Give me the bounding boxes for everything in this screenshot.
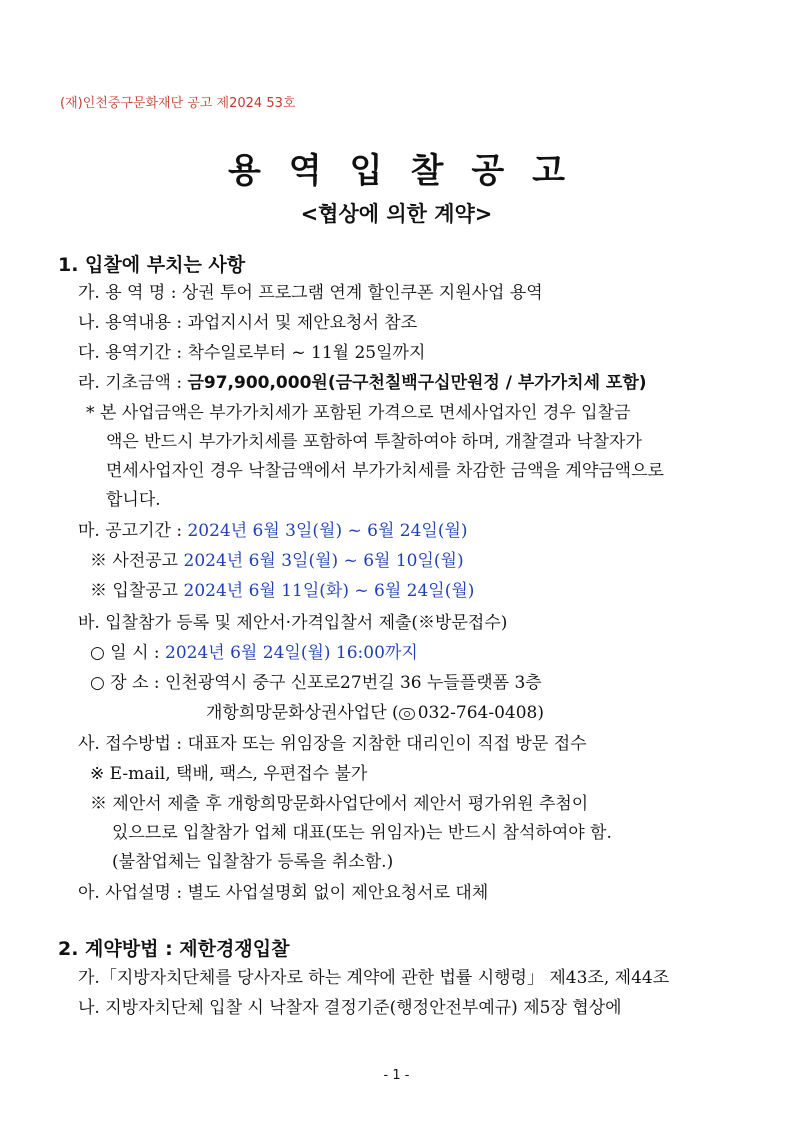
page-title: 용역입찰공고 — [227, 151, 594, 191]
bid-notice — [90, 579, 474, 603]
method-note-1: ※ E-mail, 택배, 팩스, 우편접수 불가 — [90, 764, 368, 784]
service-name-label: 가. 용 역 명 : — [78, 283, 182, 303]
registration-heading: 바. 입찰참가 등록 및 제안서·가격입찰서 제출(※방문접수) — [78, 613, 508, 633]
notice-period-label: 마. 공고기간 : — [78, 521, 188, 541]
service-period-label: 다. 용역기간 : — [78, 343, 188, 363]
notice-number: (재)인천중구문화재단 공고 제2024 53호 — [60, 96, 296, 111]
submission-org — [206, 701, 544, 725]
notice-period — [78, 519, 468, 543]
service-content-label: 나. 용역내용 : — [78, 313, 188, 333]
service-content — [78, 311, 417, 335]
bid-notice-label: ※ 입찰공고 — [90, 581, 184, 601]
base-amount — [78, 371, 647, 395]
submission-datetime — [90, 641, 418, 665]
pre-notice-label: ※ 사전공고 — [90, 551, 184, 571]
section-2-heading: 2. 계약방법 : 제한경쟁입찰 — [58, 938, 290, 960]
section-1-heading: 1. 입찰에 부치는 사항 — [58, 254, 246, 276]
submission-datetime-label: ○ 일 시 : — [90, 643, 166, 663]
method-note-2-line-3: (불참업체는 입찰참가 등록을 취소함.) — [112, 852, 394, 872]
phone-icon — [399, 708, 415, 720]
service-content-value: 과업지시서 및 제안요청서 참조 — [187, 313, 418, 333]
submission-place-label: ○ 장 소 : — [90, 673, 166, 693]
base-amount-value: 금97,900,000원(금구천칠백구십만원정 / 부가가치세 포함) — [187, 373, 647, 393]
submission-phone: 032-764-0408) — [417, 703, 544, 723]
project-briefing: 아. 사업설명 : 별도 사업설명회 없이 제안요청서로 대체 — [78, 883, 489, 903]
submission-place — [90, 671, 542, 695]
submission-place-value: 인천광역시 중구 신포로27번길 36 누들플랫폼 3층 — [165, 673, 542, 693]
service-name-value: 상권 투어 프로그램 연계 할인쿠폰 지원사업 용역 — [181, 283, 543, 303]
submission-method: 사. 접수방법 : 대표자 또는 위임장을 지참한 대리인이 직접 방문 접수 — [78, 734, 587, 754]
service-period-value: 착수일로부터 ~ 11월 25일까지 — [187, 343, 426, 363]
service-period — [78, 341, 425, 365]
page-subtitle: <협상에 의한 계약> — [300, 202, 493, 226]
notice-period-value: 2024년 6월 3일(월) ~ 6월 24일(월) — [187, 521, 468, 541]
budget-note-line-2: 액은 반드시 부가가치세를 포함하여 투찰하여야 하며, 개찰결과 낙찰자가 — [106, 432, 642, 452]
base-amount-label: 라. 기초금액 : — [78, 373, 188, 393]
contract-law-item: 가.「지방자치단체를 당사자로 하는 계약에 관한 법률 시행령」 제43조, 제44조 — [78, 968, 670, 988]
service-name — [78, 281, 543, 305]
contract-criteria-item: 나. 지방자치단체 입찰 시 낙찰자 결정기준(행정안전부예규) 제5장 협상에 — [78, 998, 622, 1018]
budget-note-line-3: 면세사업자인 경우 낙찰금액에서 부가가치세를 차감한 금액을 계약금액으로 — [106, 461, 664, 481]
bid-notice-value: 2024년 6월 11일(화) ~ 6월 24일(월) — [183, 581, 475, 601]
method-note-2-line-1: ※ 제안서 제출 후 개항희망문화사업단에서 제안서 평가위원 추첨이 — [90, 794, 589, 814]
submission-org-name: 개항희망문화상권사업단 ( — [206, 703, 399, 723]
pre-notice-value: 2024년 6월 3일(월) ~ 6월 10일(월) — [183, 551, 464, 571]
submission-datetime-value: 2024년 6월 24일(월) 16:00까지 — [165, 643, 418, 663]
pre-notice — [90, 549, 464, 573]
budget-note-line-1: * 본 사업금액은 부가가치세가 포함된 가격으로 면세사업자인 경우 입찰금 — [86, 403, 631, 423]
page-number: - 1 - — [383, 1068, 410, 1083]
budget-note-line-4: 합니다. — [106, 490, 161, 510]
method-note-2-line-2: 있으므로 입찰참가 업체 대표(또는 위임자)는 반드시 참석하여야 함. — [112, 823, 612, 843]
